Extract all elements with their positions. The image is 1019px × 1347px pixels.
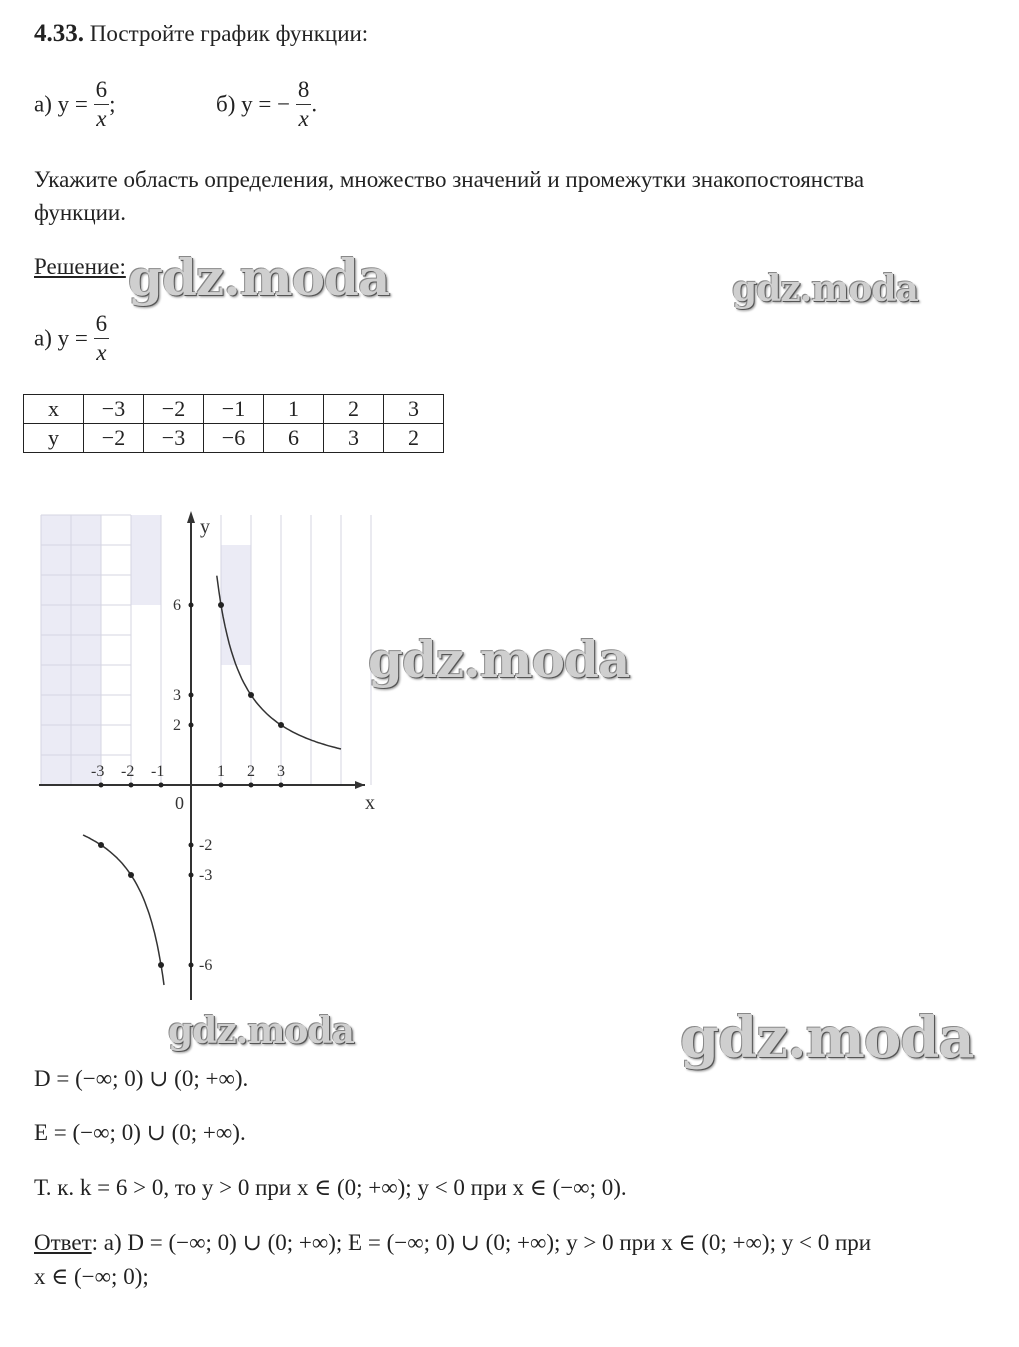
y-tick-label: -2 xyxy=(199,837,213,854)
table-cell: 3 xyxy=(384,395,444,424)
y-tick-dot xyxy=(189,603,194,608)
x-tick-dot xyxy=(129,783,134,788)
data-point xyxy=(248,692,254,698)
data-point xyxy=(98,842,104,848)
x-tick-dot xyxy=(279,783,284,788)
x-tick-label: 1 xyxy=(217,763,225,780)
watermark: gdz.moda xyxy=(368,630,630,689)
x-axis-label: x xyxy=(365,792,375,814)
y-tick-dot xyxy=(189,963,194,968)
graph-curves xyxy=(83,576,341,985)
x-tick-label: -3 xyxy=(91,763,105,780)
solution-heading: Решение: xyxy=(34,254,126,279)
table-cell: x xyxy=(24,395,84,424)
data-point xyxy=(218,602,224,608)
x-tick-label: -1 xyxy=(151,763,165,780)
table-cell: 2 xyxy=(324,395,384,424)
table-cell: −1 xyxy=(204,395,264,424)
x-tick-dot xyxy=(159,783,164,788)
x-axis-arrow xyxy=(355,781,365,789)
function-a-suffix: ; xyxy=(109,91,116,117)
x-tick-dot xyxy=(249,783,254,788)
x-tick-dot xyxy=(99,783,104,788)
task-line-1: Укажите область определения, множество значений и промежутки знакопостоянства xyxy=(34,167,865,192)
fraction-a-denominator: x xyxy=(96,105,107,131)
fraction-b-denominator: x xyxy=(298,105,309,131)
y-tick-dot xyxy=(189,723,194,728)
x-tick-label: 3 xyxy=(277,763,285,780)
y-tick-label: -3 xyxy=(199,867,213,884)
table-cell: −6 xyxy=(204,424,264,453)
answer-line-1 xyxy=(34,1228,871,1258)
fraction-a-numerator: 6 xyxy=(94,76,110,105)
watermark: gdz.moda xyxy=(168,1010,354,1052)
table-cell: y xyxy=(24,424,84,453)
solution-function-prefix: а) y = xyxy=(34,325,88,351)
table-cell: 1 xyxy=(264,395,324,424)
y-tick-dot xyxy=(189,873,194,878)
problem-number: 4.33. xyxy=(34,20,84,47)
task-line-2: функции. xyxy=(34,200,126,225)
y-tick-label: 6 xyxy=(173,597,181,614)
y-axis-label: y xyxy=(200,516,210,538)
x-tick-dot xyxy=(219,783,224,788)
table-cell: 6 xyxy=(264,424,324,453)
table-cell: 2 xyxy=(384,424,444,453)
answer-label: Ответ xyxy=(34,1230,92,1255)
watermark: gdz.moda xyxy=(128,248,390,307)
data-point xyxy=(278,722,284,728)
answer-line-2: x ∈ (−∞; 0); xyxy=(34,1264,149,1289)
table-cell: −2 xyxy=(84,424,144,453)
table-cell: −3 xyxy=(84,395,144,424)
origin-label: 0 xyxy=(175,793,184,813)
answer-text-1: : а) D = (−∞; 0) ∪ (0; +∞); E = (−∞; 0) ∪ (0; +∞); y > 0 при x ∈ (0; +∞); y < 0 при xyxy=(91,1230,872,1255)
curve-branch-negative xyxy=(83,835,164,985)
solution-fraction-numerator: 6 xyxy=(94,310,110,339)
solution-fraction-denominator: x xyxy=(96,339,107,365)
y-tick-dot xyxy=(189,693,194,698)
y-tick-label: 3 xyxy=(173,687,181,704)
y-tick-label: -6 xyxy=(199,957,213,974)
fraction-b-numerator: 8 xyxy=(296,76,312,105)
watermark: gdz.moda xyxy=(680,1005,974,1071)
graph-grid xyxy=(41,515,371,785)
sign-line: Т. к. k = 6 > 0, то y > 0 при x ∈ (0; +∞); y < 0 при x ∈ (−∞; 0). xyxy=(34,1175,627,1200)
range-line: E = (−∞; 0) ∪ (0; +∞). xyxy=(34,1120,246,1145)
y-axis-arrow xyxy=(187,511,195,523)
y-tick-label: 2 xyxy=(173,717,181,734)
table-cell: −3 xyxy=(144,424,204,453)
table-cell: 3 xyxy=(324,424,384,453)
grid-shade xyxy=(221,545,251,665)
function-b-suffix: . xyxy=(311,91,318,117)
function-b-prefix: б) y = − xyxy=(216,91,291,117)
y-tick-dot xyxy=(189,843,194,848)
table-cell: −2 xyxy=(144,395,204,424)
data-point xyxy=(158,962,164,968)
grid-shade xyxy=(131,515,161,605)
function-a-prefix: а) y = xyxy=(34,91,88,117)
domain-line: D = (−∞; 0) ∪ (0; +∞). xyxy=(34,1066,249,1091)
problem-title: Постройте график функции: xyxy=(89,21,369,46)
watermark: gdz.moda xyxy=(732,268,918,310)
data-point xyxy=(128,872,134,878)
x-tick-label: 2 xyxy=(247,763,255,780)
x-tick-label: -2 xyxy=(121,763,135,780)
